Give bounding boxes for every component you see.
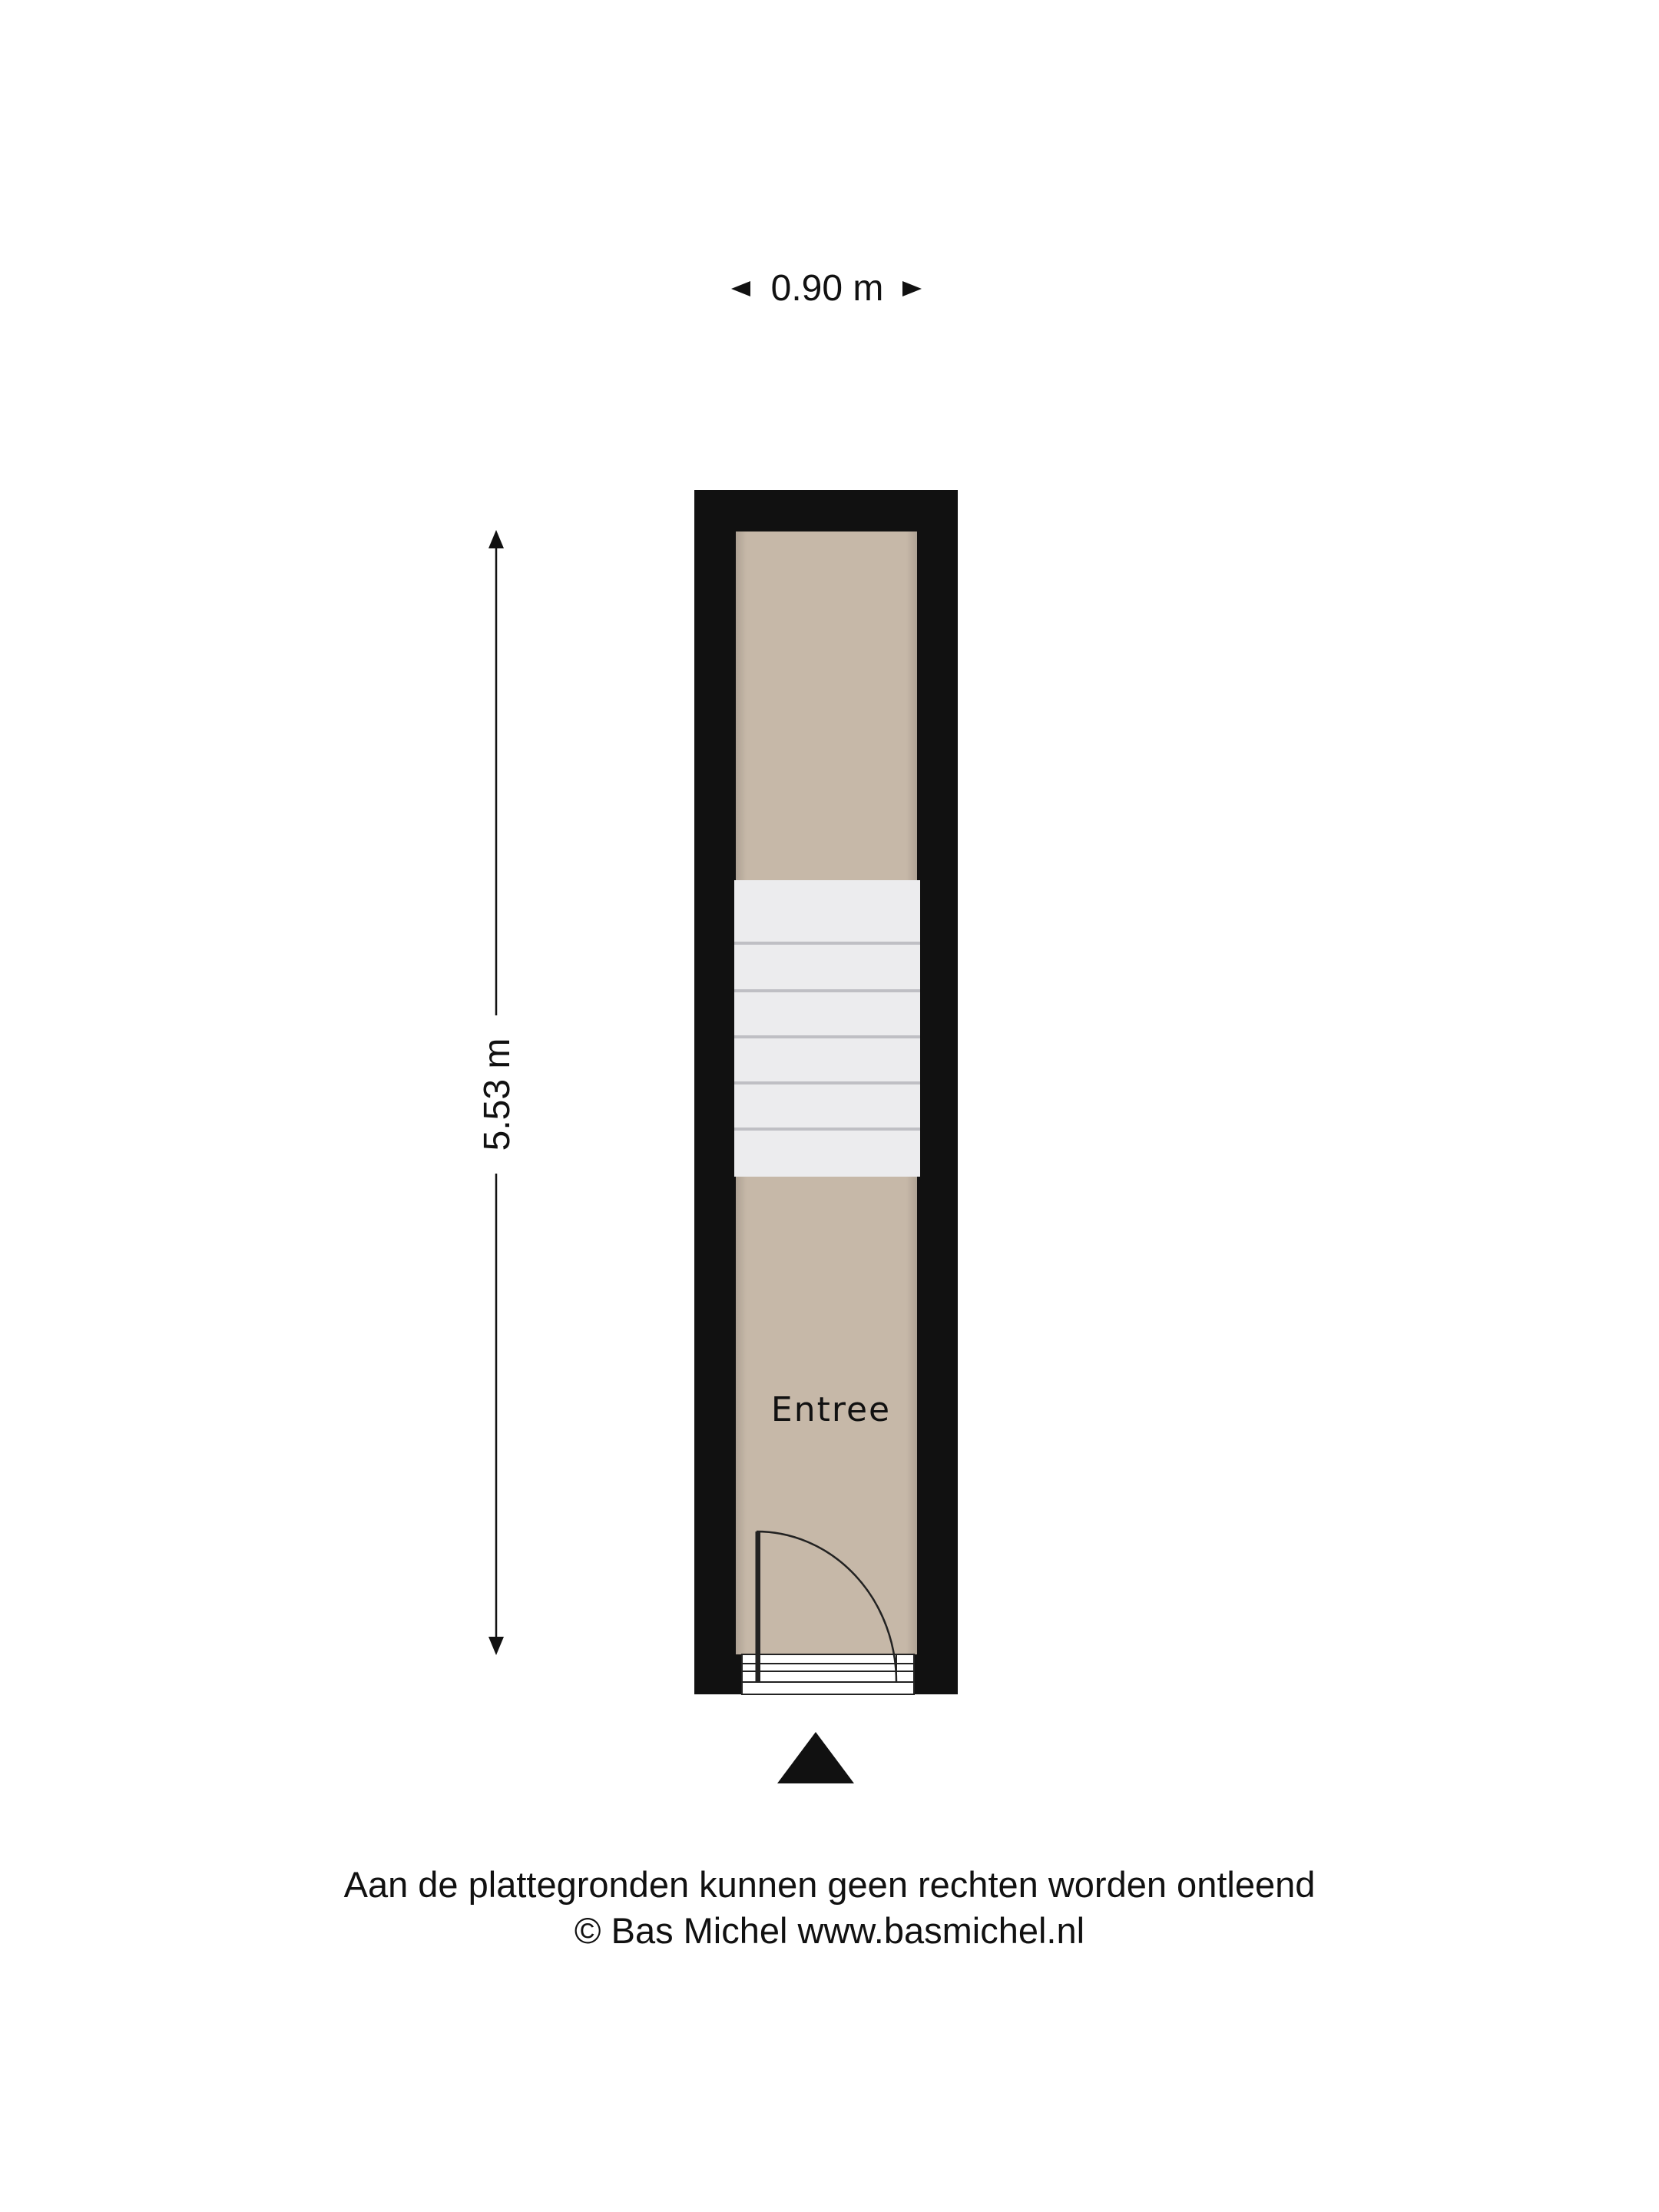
stairs	[734, 880, 920, 1177]
footer	[344, 1864, 1316, 1951]
room-label-entree: Entree	[770, 1390, 892, 1429]
width-arrow-right	[902, 281, 922, 296]
height-dimension-label: 5.53 m	[477, 1038, 518, 1151]
door-opening	[742, 1654, 914, 1694]
stairs-block	[734, 880, 920, 1177]
entrance-arrow-icon	[777, 1732, 854, 1783]
width-dimension-label: 0.90 m	[770, 268, 884, 309]
height-dimension	[477, 530, 518, 1655]
height-arrow-top	[488, 530, 504, 548]
door-leaf-edge	[757, 1532, 760, 1682]
height-arrow-bottom	[488, 1637, 504, 1655]
width-dimension	[731, 268, 922, 309]
width-arrow-left	[731, 281, 750, 296]
copyright-text: © Bas Michel www.basmichel.nl	[574, 1910, 1085, 1951]
disclaimer-text: Aan de plattegronden kunnen geen rechten worden ontleend	[343, 1864, 1316, 1905]
